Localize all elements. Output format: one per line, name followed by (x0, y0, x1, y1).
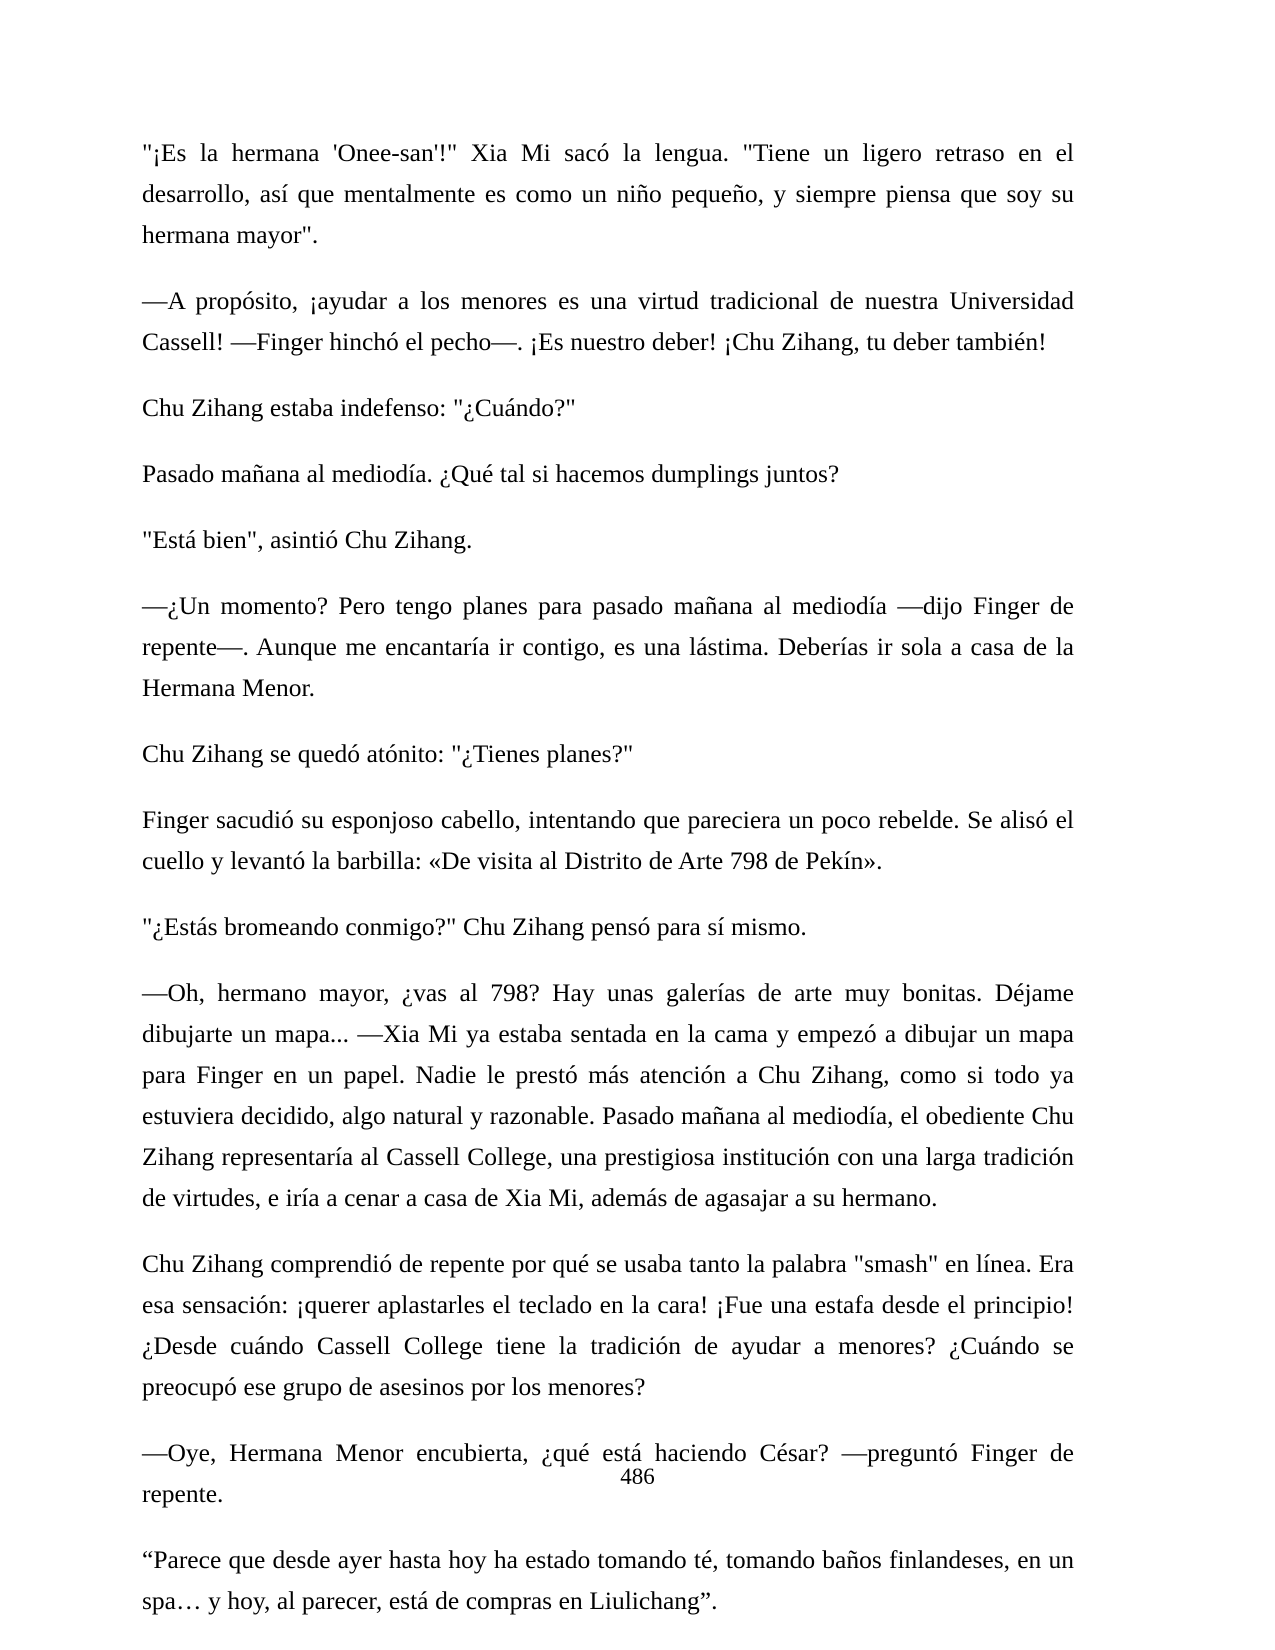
paragraph: Chu Zihang se quedó atónito: "¿Tienes planes?" (142, 739, 634, 768)
page-body-text (142, 132, 1074, 1621)
paragraph: —¿Un momento? Pero tengo planes para pasado mañana al mediodía —dijo Finger de repente—. Aunque me encantaría ir contigo, es una lástima. Deberías ir sola a casa de la Hermana Menor. (142, 591, 1074, 702)
paragraph: —Oh, hermano mayor, ¿vas al 798? Hay unas galerías de arte muy bonitas. Déjame dibujarte un mapa... —Xia Mi ya estaba sentada en la cama y empezó a dibujar un mapa para Finger en un papel. Nadie le prestó más atención a Chu Zihang, como si todo ya estuviera decidido, algo natural y razonable. Pasado mañana al mediodía, el obediente Chu Zihang representaría al Cassell College, una prestigiosa institución con una larga tradición de virtudes, e iría a cenar a casa de Xia Mi, además de agasajar a su hermano. (142, 978, 1074, 1212)
page-number: 486 (620, 1464, 655, 1489)
paragraph: —Oye, Hermana Menor encubierta, ¿qué está haciendo César? —preguntó Finger de repente. (142, 1438, 1074, 1508)
paragraph: Finger sacudió su esponjoso cabello, intentando que pareciera un poco rebelde. Se alisó el cuello y levantó la barbilla: «De visita al Distrito de Arte 798 de Pekín». (142, 805, 1074, 875)
paragraph: “Parece que desde ayer hasta hoy ha estado tomando té, tomando baños finlandeses, en un spa… y hoy, al parecer, está de compras en Liulichang”. (142, 1545, 1074, 1615)
paragraph: "Está bien", asintió Chu Zihang. (142, 525, 473, 554)
paragraph: Chu Zihang comprendió de repente por qué se usaba tanto la palabra "smash" en línea. Era esa sensación: ¡querer aplastarles el teclado en la cara! ¡Fue una estafa desde el principio! ¿Desde cuándo Cassell College tiene la tradición de ayudar a menores? ¿Cuándo se preocupó ese grupo de asesinos por los menores? (142, 1249, 1074, 1401)
paragraph: Chu Zihang estaba indefenso: "¿Cuándo?" (142, 393, 576, 422)
paragraph: "¿Estás bromeando conmigo?" Chu Zihang pensó para sí mismo. (142, 912, 807, 941)
paragraph: "¡Es la hermana 'Onee-san'!" Xia Mi sacó la lengua. "Tiene un ligero retraso en el desarrollo, así que mentalmente es como un niño pequeño, y siempre piensa que soy su hermana mayor". (142, 138, 1074, 249)
paragraph: —A propósito, ¡ayudar a los menores es una virtud tradicional de nuestra Universidad Cassell! —Finger hinchó el pecho—. ¡Es nuestro deber! ¡Chu Zihang, tu deber también! (142, 286, 1074, 356)
paragraph: Pasado mañana al mediodía. ¿Qué tal si hacemos dumplings juntos? (142, 459, 840, 488)
